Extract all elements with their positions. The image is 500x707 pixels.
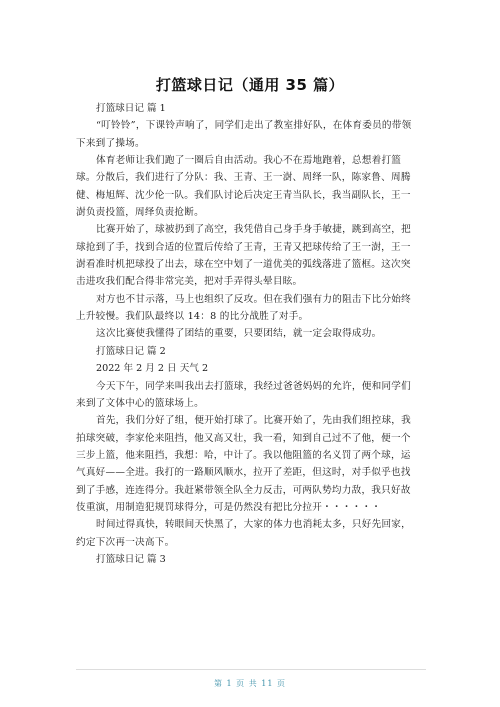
- paragraph-line: 到了手感，连连得分。我赶紧带领全队全力反击，可两队势均力敌，我只好故: [76, 484, 411, 496]
- paragraph-line: 气真好——全进。我打的一路顺风顺水，拉开了差距，但这时，对手似乎也找: [76, 467, 411, 479]
- paragraph-line: 伎重演，用制造犯规罚球得分，可是仍然没有把比分拉开・・・・・・: [76, 501, 382, 513]
- paragraph-line: 时间过得真快，转眼间天快黑了，大家的体力也消耗太多，只好先回家，: [96, 519, 411, 531]
- section-2-body: [76, 378, 426, 551]
- section-1-body: [76, 117, 426, 342]
- paragraph-line: 比赛开始了，球被扔到了高空，我凭借自己身手身手敏捷，跳到高空，把: [96, 224, 411, 236]
- paragraph-line: 健、梅旭辉、沈少伦一队。我们队讨论后决定王青当队长，我当副队长，王一: [76, 189, 411, 201]
- paragraph-line: 今天下午，同学来叫我出去打篮球，我经过爸爸妈妈的允许，便和同学们: [96, 380, 411, 392]
- section-heading-1: 打篮球日记 篇 1: [96, 103, 166, 114]
- paragraph-line: 球。分散后，我们进行了分队：我、王青、王一澍、周绎一队，陈家鲁、周腾: [76, 172, 411, 184]
- paragraph-line: 对方也不甘示落，马上也组织了反攻。但在我们强有力的阻击下比分始终: [96, 293, 411, 305]
- paragraph-line: 击进攻我们配合得非常完美，把对手弄得头晕目眩。: [76, 276, 303, 288]
- document-body: [76, 100, 426, 568]
- footer-divider: [76, 669, 426, 670]
- paragraph-line: 来到了文体中心的篮球场上。: [76, 397, 204, 409]
- paragraph-line: 拍球突破，李家伦来阻挡，他又高又壮，我一看，知到自己过不了他，便一个: [76, 432, 411, 444]
- paragraph-line: 约定下次再一决高下。: [76, 536, 175, 548]
- page-number-footer: 第 1 页 共 11 页: [214, 679, 286, 688]
- paragraph-line: 澍负责投篮，周绎负责抢断。: [76, 207, 204, 219]
- paragraph-line: 下来到了操场。: [76, 137, 145, 149]
- paragraph-line: 这次比赛使我懂得了团结的重要，只要团结，就一定会取得成功。: [96, 328, 382, 340]
- paragraph-line: 澍看准时机把球投了出去，球在空中划了一道优美的弧线落进了篮框。这次突: [76, 259, 411, 271]
- paragraph-line: “叮铃铃”，下课铃声响了，同学们走出了教室排好队，在体育委员的带领: [96, 120, 412, 132]
- paragraph-line: 三步上篮，他来阻挡，我想：哈，中计了。我以他阻篮的名义罚了两个球，运: [76, 449, 411, 461]
- paragraph-line: 首先，我们分好了组，便开始打球了。比赛开始了，先由我们组控球，我: [96, 415, 411, 427]
- section-heading-3: 打篮球日记 篇 3: [96, 553, 166, 565]
- document-title: 打篮球日记（通用 35 篇）: [155, 76, 345, 94]
- paragraph-line: 体育老师让我们跑了一圈后自由活动。我心不在焉地跑着，总想着打篮: [96, 155, 402, 167]
- paragraph-line: 球抢到了手，找到合适的位置后传给了王青，王青又把球传给了王一澍，王一: [76, 241, 411, 253]
- section-heading-2: 打篮球日记 篇 2: [96, 345, 166, 357]
- paragraph-line: 上升较慢。我们队最终以 14：8 的比分战胜了对手。: [76, 311, 309, 323]
- date-weather-line: 2022 年 2 月 2 日 天气 2: [96, 363, 209, 375]
